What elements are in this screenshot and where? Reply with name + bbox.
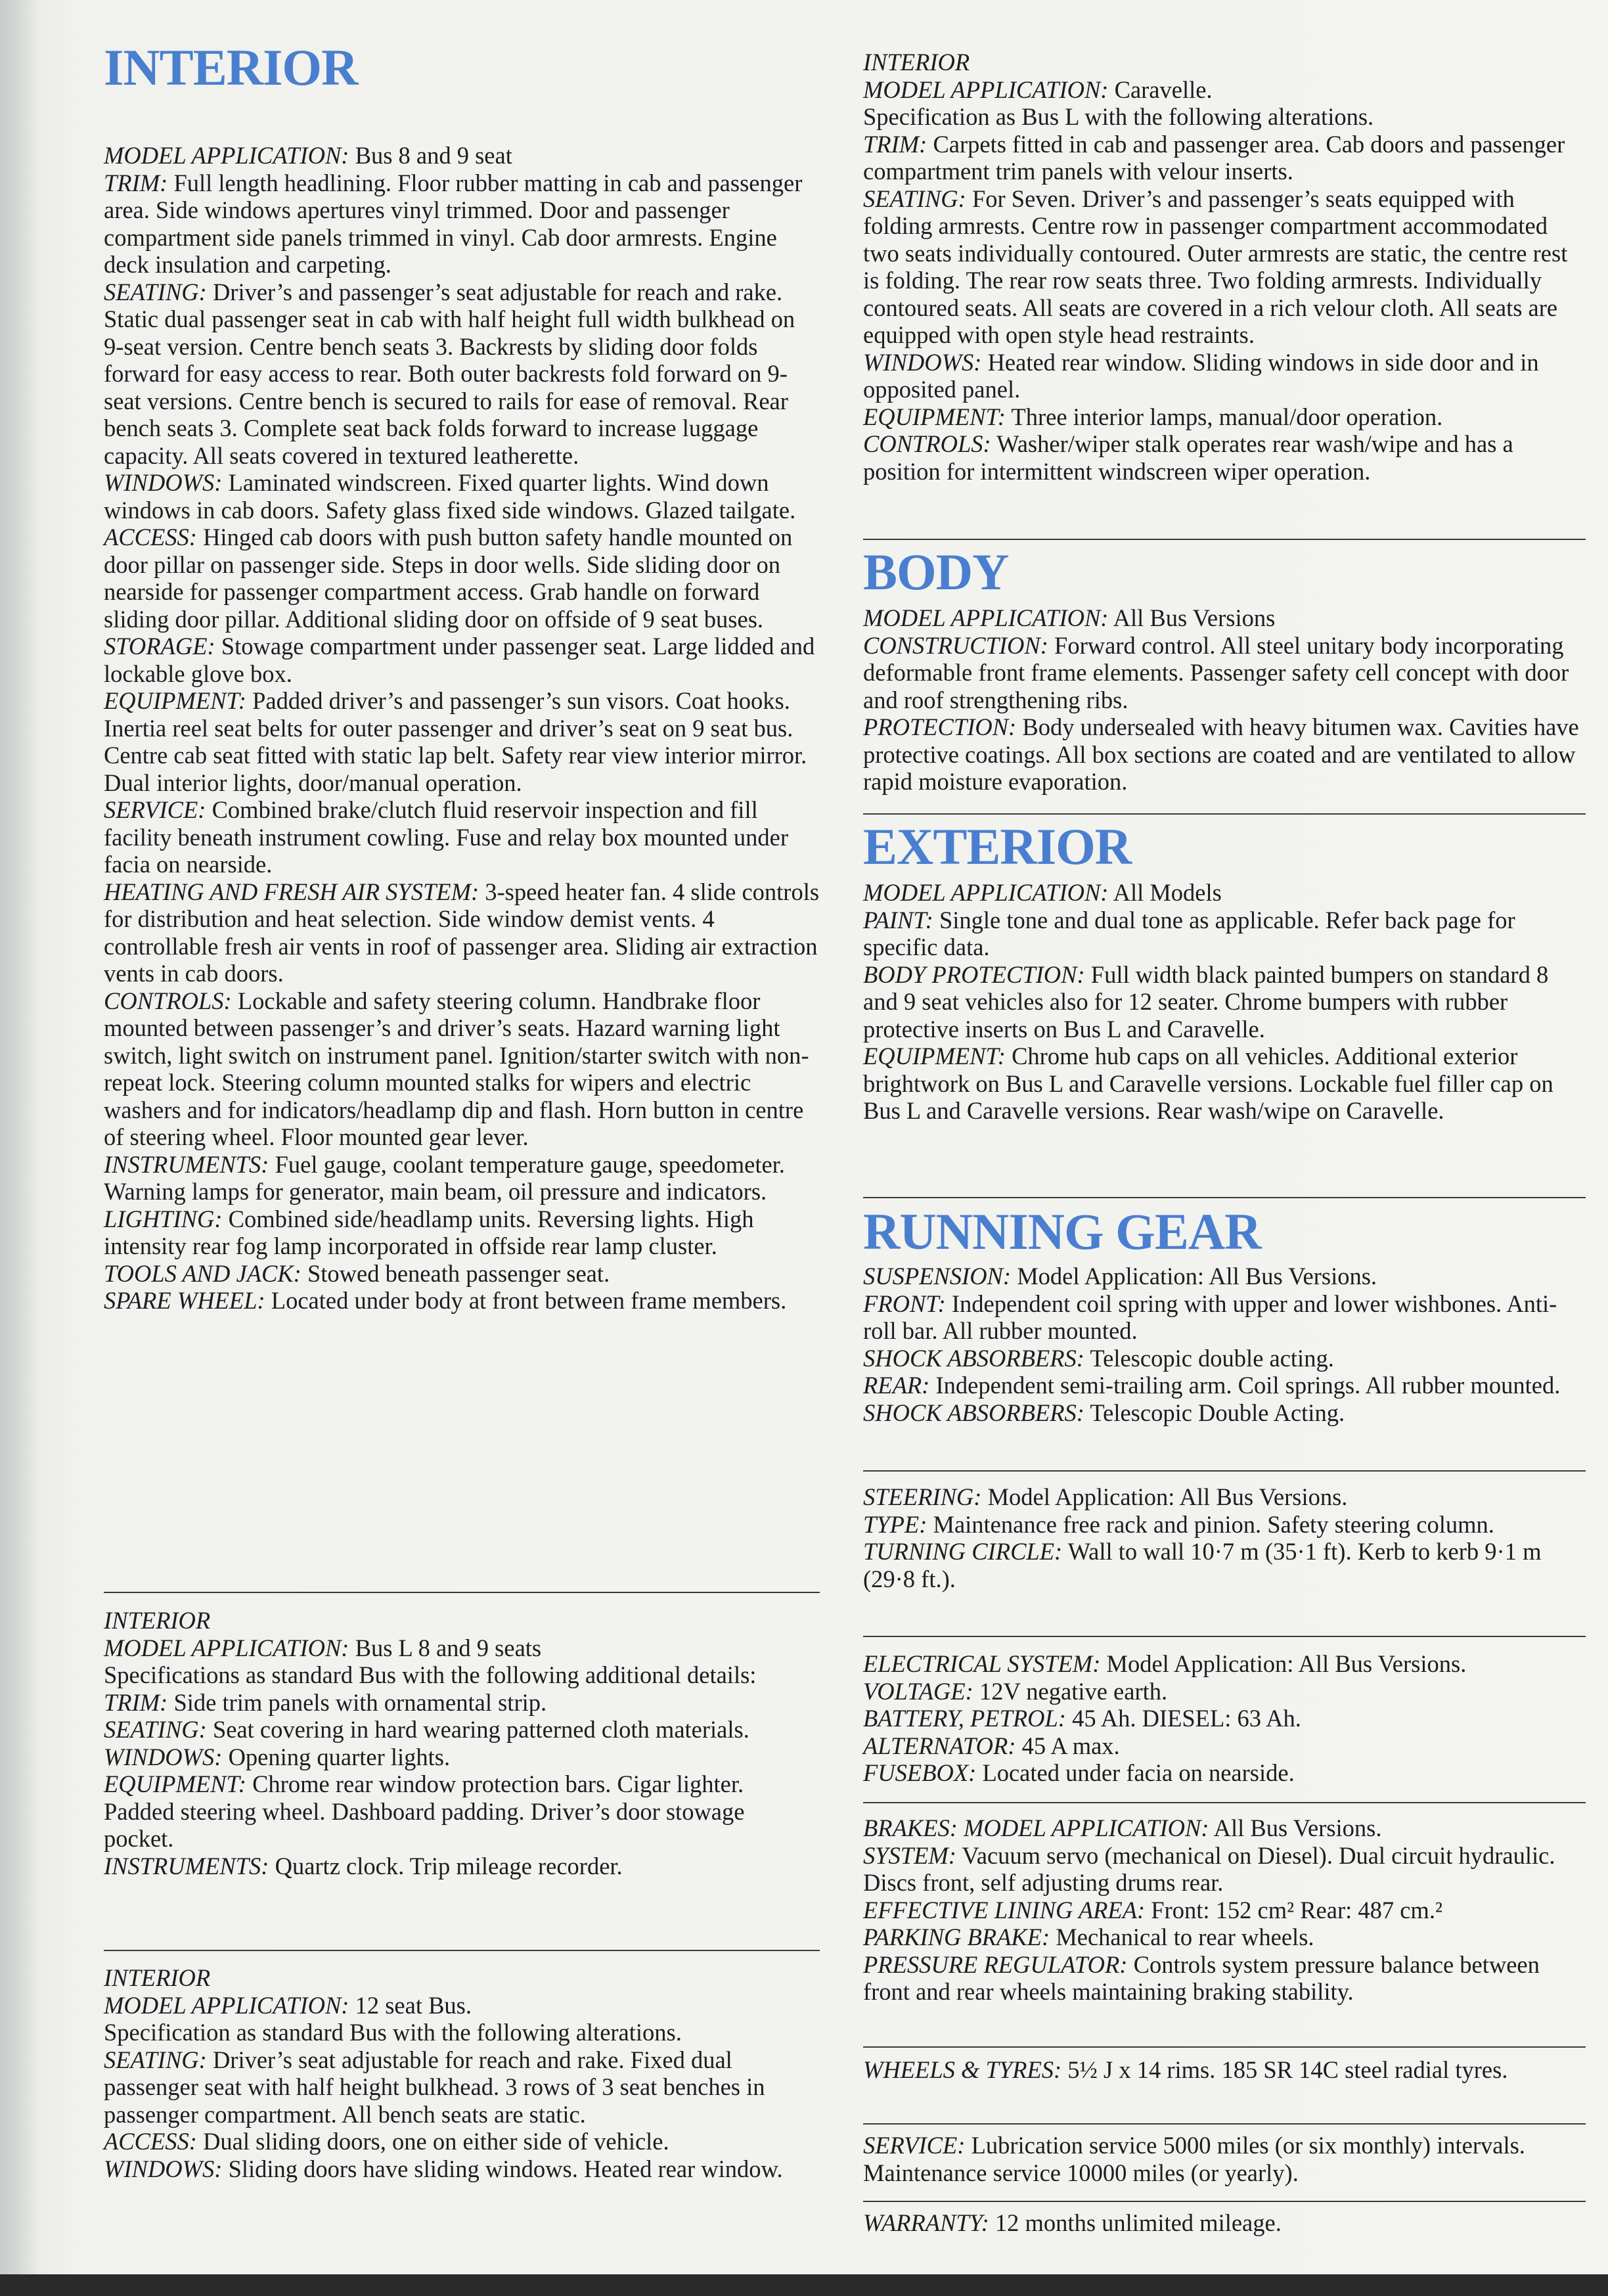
spec-entry xyxy=(863,1290,1586,1345)
spec-text: Front: 152 cm² Rear: 487 cm.² xyxy=(1145,1896,1442,1924)
spec-label: WARRANTY: xyxy=(863,2209,989,2236)
spec-text: Laminated windscreen. Fixed quarter lights. Wind down windows in cab doors. Safety glass fixed side windows. Glazed tailgate. xyxy=(104,469,796,524)
spec-text: Combined side/headlamp units. Reversing lights. High intensity rear fog lamp incorporated in offside rear lamp cluster. xyxy=(104,1205,754,1259)
spec-text: Washer/wiper stalk operates rear wash/wipe and has a position for intermittent windscreen wiper operation. xyxy=(863,430,1513,485)
spec-text: Controls system pressure balance between front and rear wheels maintaining braking stability. xyxy=(863,1950,1540,2005)
spec-label: LIGHTING: xyxy=(104,1205,223,1232)
spec-label: WHEELS & TYRES: xyxy=(863,2056,1062,2083)
spec-label: BRAKES: MODEL APPLICATION: xyxy=(863,1814,1209,1841)
spec-entry xyxy=(863,1759,1586,1787)
spec-entry xyxy=(863,1732,1586,1760)
spec-text: Independent coil spring with upper and lower wishbones. Anti-roll bar. All rubber mounted. xyxy=(863,1290,1557,1344)
spec-text: Bus 8 and 9 seat xyxy=(349,142,512,169)
spec-text: Chrome hub caps on all vehicles. Additional exterior brightwork on Bus L and Caravelle versions. Lockable fuel filler cap on Bus L and Caravelle versions. Rear wash/wipe on Caravelle. xyxy=(863,1043,1553,1124)
spec-text: Caravelle. xyxy=(1108,76,1213,103)
spec-entry xyxy=(863,961,1586,1043)
spec-label: TURNING CIRCLE: xyxy=(863,1538,1063,1565)
spec-entry xyxy=(863,1538,1586,1592)
divider xyxy=(863,813,1586,815)
divider xyxy=(863,1636,1586,1637)
spec-label: STEERING: xyxy=(863,1483,982,1510)
spec-entry xyxy=(104,878,820,987)
page-bottom-edge xyxy=(0,2274,1608,2296)
spec-text: 5½ J x 14 rims. 185 SR 14C steel radial tyres. xyxy=(1061,2056,1508,2083)
spec-label: MODEL APPLICATION: xyxy=(863,604,1109,631)
spec-entry xyxy=(104,1661,820,1689)
spec-entry xyxy=(863,1705,1586,1732)
spec-label: ACCESS: xyxy=(104,524,197,551)
spec-list xyxy=(863,76,1586,485)
spec-text: Maintenance free rack and pinion. Safety steering column. xyxy=(927,1510,1494,1538)
spec-entry xyxy=(863,403,1586,431)
spec-label: BATTERY, PETROL: xyxy=(863,1705,1066,1732)
spec-text: Single tone and dual tone as applicable. Refer back page for specific data. xyxy=(863,906,1515,960)
spec-block-brakes xyxy=(863,1814,1586,2006)
spec-label: SEATING: xyxy=(104,1716,207,1743)
spec-entry xyxy=(104,1716,820,1744)
section-title: INTERIOR xyxy=(104,1964,211,1991)
spec-label: EQUIPMENT: xyxy=(104,1770,246,1797)
spec-text: All Bus Versions xyxy=(1108,604,1276,631)
spec-label: SEATING: xyxy=(863,185,966,212)
spec-text: Combined brake/clutch fluid reservoir inspection and fill facility beneath instrument cowling. Fuse and relay box mounted under facia on nearside. xyxy=(104,796,789,878)
spec-text: Bus L 8 and 9 seats xyxy=(349,1634,542,1661)
spec-entry xyxy=(104,169,820,279)
divider xyxy=(104,1950,820,1951)
spec-label: SERVICE: xyxy=(104,796,206,823)
spec-block-warranty xyxy=(863,2209,1586,2237)
spec-label: ELECTRICAL SYSTEM: xyxy=(863,1650,1101,1677)
spec-text: Full length headlining. Floor rubber matting in cab and passenger area. Side windows apertures vinyl trimmed. Door and passenger compartment side panels trimmed in vinyl. Cab door armrests. Engine deck insulation and carpeting. xyxy=(104,169,803,278)
spec-entry xyxy=(104,633,820,687)
spec-label: SEATING: xyxy=(104,278,207,305)
spec-block-caravelle xyxy=(863,49,1586,485)
spec-entry xyxy=(863,632,1586,714)
spec-entry xyxy=(863,1043,1586,1125)
spec-entry xyxy=(863,1678,1586,1705)
spec-text: Stowage compartment under passenger seat. Large lidded and lockable glove box. xyxy=(104,633,815,687)
divider xyxy=(104,1592,820,1593)
spec-entry xyxy=(104,1287,820,1315)
spec-label: CONTROLS: xyxy=(863,430,991,457)
spec-entry xyxy=(863,2209,1586,2237)
spec-text: Body undersealed with heavy bitumen wax. Cavities have protective coatings. All box sections are coated and are ventilated to allow rapid moisture evaporation. xyxy=(863,713,1579,795)
spec-label: MODEL APPLICATION: xyxy=(863,879,1109,906)
spec-label: TRIM: xyxy=(863,130,927,158)
spec-entry xyxy=(104,987,820,1151)
spec-label: INSTRUMENTS: xyxy=(104,1150,269,1178)
spec-entry xyxy=(104,2155,820,2183)
section-title: INTERIOR xyxy=(104,1607,211,1634)
spec-entry xyxy=(863,2132,1586,2186)
running-gear-heading: RUNNING GEAR xyxy=(863,1203,1261,1260)
spec-entry xyxy=(104,1260,820,1288)
spec-text: Specifications as standard Bus with the following additional details: xyxy=(104,1661,757,1688)
spec-text: 3-speed heater fan. 4 slide controls for distribution and heat selection. Side window demist vents. 4 controllable fresh air vents in roof of passenger area. Sliding air extraction vents in cab doors. xyxy=(104,878,820,987)
spec-list xyxy=(104,1992,820,2183)
spec-text: Carpets fitted in cab and passenger area. Cab doors and passenger compartment trim panels with velour inserts. xyxy=(863,130,1565,185)
spec-entry xyxy=(104,1205,820,1260)
spec-label: ALTERNATOR: xyxy=(863,1732,1016,1759)
spec-entry xyxy=(863,713,1586,796)
spec-entry xyxy=(104,1634,820,1662)
spec-label: REAR: xyxy=(863,1372,930,1399)
section-title: INTERIOR xyxy=(863,49,970,76)
spec-entry xyxy=(863,76,1586,104)
spec-text: Fuel gauge, coolant temperature gauge, speedometer. Warning lamps for generator, main beam, oil pressure and indicators. xyxy=(104,1150,785,1205)
spec-entry xyxy=(863,2056,1586,2084)
spec-text: Telescopic Double Acting. xyxy=(1084,1399,1345,1426)
spec-entry xyxy=(104,142,820,169)
spec-entry xyxy=(863,1842,1586,1897)
spec-label: MODEL APPLICATION: xyxy=(104,142,349,169)
spec-text: 12 seat Bus. xyxy=(349,1991,472,2019)
spec-text: Chrome rear window protection bars. Cigar lighter. Padded steering wheel. Dashboard padding. Driver’s door stowage pocket. xyxy=(104,1770,745,1852)
spec-text: Wall to wall 10·7 m (35·1 ft). Kerb to kerb 9·1 m (29·8 ft.). xyxy=(863,1538,1542,1592)
spec-label: PROTECTION: xyxy=(863,713,1017,740)
spec-entry xyxy=(104,1992,820,2019)
spec-text: Telescopic double acting. xyxy=(1084,1344,1334,1372)
spec-text: Vacuum servo (mechanical on Diesel). Dual circuit hydraulic. Discs front, self adjusting drums rear. xyxy=(863,1841,1555,1896)
spec-entry xyxy=(863,349,1586,403)
spec-entry xyxy=(104,469,820,524)
divider xyxy=(863,2123,1586,2125)
spec-text: 45 A max. xyxy=(1016,1732,1120,1759)
divider xyxy=(863,1470,1586,1472)
spec-text: Quartz clock. Trip mileage recorder. xyxy=(269,1852,623,1880)
exterior-heading: EXTERIOR xyxy=(863,818,1132,875)
spec-block-exterior xyxy=(863,879,1586,1125)
spec-block-steering xyxy=(863,1483,1586,1592)
spec-entry xyxy=(863,604,1586,632)
spec-text: All Bus Versions. xyxy=(1209,1814,1382,1841)
spec-entry xyxy=(863,907,1586,961)
spec-text: 12V negative earth. xyxy=(973,1677,1168,1705)
spec-label: SERVICE: xyxy=(863,2132,966,2159)
spec-text: Full width black painted bumpers on standard 8 and 9 seat vehicles also for 12 seater. Chrome bumpers with rubber protective inserts on Bus L and Caravelle. xyxy=(863,960,1549,1043)
spec-entry xyxy=(863,1511,1586,1539)
spec-entry xyxy=(104,1853,820,1880)
spec-label: CONSTRUCTION: xyxy=(863,631,1048,659)
spec-entry xyxy=(863,131,1586,185)
spec-text: Lubrication service 5000 miles (or six monthly) intervals. Maintenance service 10000 miles (or yearly). xyxy=(863,2132,1525,2186)
divider xyxy=(863,2046,1586,2048)
spec-text: Heated rear window. Sliding windows in side door and in opposited panel. xyxy=(863,348,1539,403)
spec-entry xyxy=(863,1483,1586,1511)
spec-entry xyxy=(863,1814,1586,1842)
spec-entry xyxy=(863,1345,1586,1372)
spec-text: Three interior lamps, manual/door operation. xyxy=(1005,403,1443,430)
spec-label: TOOLS AND JACK: xyxy=(104,1259,302,1287)
spec-text: Mechanical to rear wheels. xyxy=(1050,1924,1314,1950)
spec-text: Hinged cab doors with push button safety handle mounted on door pillar on passenger side. Steps in door wells. Side sliding door on nearside for passenger compartment access. Grab handle on forward sliding door pillar. Additional sliding door on offside of 9 seat buses. xyxy=(104,524,793,633)
spec-text: Forward control. All steel unitary body incorporating deformable front frame elements. Passenger safety cell concept with door and roof strengthening ribs. xyxy=(863,631,1569,713)
spec-label: HEATING AND FRESH AIR SYSTEM: xyxy=(104,878,480,905)
spec-label: WINDOWS: xyxy=(104,469,223,496)
spec-label: WINDOWS: xyxy=(104,2155,223,2182)
spec-label: EQUIPMENT: xyxy=(104,687,246,714)
spec-label: FRONT: xyxy=(863,1290,946,1317)
spec-label: SHOCK ABSORBERS: xyxy=(863,1344,1084,1372)
spec-label: WINDOWS: xyxy=(104,1743,223,1770)
spec-list xyxy=(104,1634,820,1880)
body-heading: BODY xyxy=(863,543,1009,600)
spec-entry xyxy=(863,1372,1586,1399)
spec-label: SPARE WHEEL: xyxy=(104,1287,265,1314)
spec-label: FUSEBOX: xyxy=(863,1759,977,1786)
spec-entry xyxy=(104,687,820,796)
spec-entry xyxy=(104,279,820,470)
spec-label: PARKING BRAKE: xyxy=(863,1924,1050,1950)
spec-entry xyxy=(104,2046,820,2128)
spec-text: All Models xyxy=(1108,879,1222,906)
spec-label: PAINT: xyxy=(863,906,933,934)
spec-entry xyxy=(863,1924,1586,1951)
spec-text: Model Application: All Bus Versions. xyxy=(981,1483,1348,1510)
spec-label: BODY PROTECTION: xyxy=(863,960,1085,988)
spec-text: Lockable and safety steering column. Handbrake floor mounted between passenger’s and driver’s seats. Hazard warning light switch, light switch on instrument panel. Ignition/starter switch with non-repeat lock. Steering column mounted stalks for wipers and electric washers and for indicators/headlamp dip and flash. Horn button in centre of steering wheel. Floor mounted gear lever. xyxy=(104,987,809,1150)
spec-entry xyxy=(104,2128,820,2155)
spec-text: Padded driver’s and passenger’s sun visors. Coat hooks. Inertia reel seat belts for outer passenger and driver’s seat on 9 seat bus. Centre cab seat fitted with static lap belt. Safety rear view interior mirror. Dual interior lights, door/manual operation. xyxy=(104,687,807,796)
spec-block-service xyxy=(863,2132,1586,2186)
spec-label: MODEL APPLICATION: xyxy=(104,1991,349,2019)
spec-text: Seat covering in hard wearing patterned cloth materials. xyxy=(206,1716,749,1743)
spec-text: Specification as standard Bus with the following alterations. xyxy=(104,2019,682,2046)
spec-label: VOLTAGE: xyxy=(863,1677,973,1705)
spec-text: Independent semi-trailing arm. Coil springs. All rubber mounted. xyxy=(929,1372,1561,1399)
spec-text: 12 months unlimited mileage. xyxy=(989,2209,1282,2236)
spec-label: MODEL APPLICATION: xyxy=(104,1634,349,1661)
spec-text: Located under body at front between frame members. xyxy=(265,1287,787,1314)
spec-label: MODEL APPLICATION: xyxy=(863,76,1109,103)
spec-text: Model Application: All Bus Versions. xyxy=(1011,1263,1377,1290)
divider xyxy=(863,1197,1586,1198)
spec-text: Located under facia on nearside. xyxy=(976,1759,1295,1786)
spec-block-body xyxy=(863,604,1586,796)
spec-entry xyxy=(104,1689,820,1717)
spec-entry xyxy=(104,1770,820,1853)
spec-entry xyxy=(863,430,1586,485)
spec-text: Model Application: All Bus Versions. xyxy=(1100,1650,1467,1677)
divider xyxy=(863,2201,1586,2202)
spec-entry xyxy=(863,879,1586,907)
spec-block-bus xyxy=(104,142,820,1315)
spec-label: EQUIPMENT: xyxy=(863,403,1006,430)
spec-label: TYPE: xyxy=(863,1510,927,1538)
spec-label: SUSPENSION: xyxy=(863,1263,1012,1290)
spec-text: Opening quarter lights. xyxy=(222,1743,451,1770)
spec-text: 45 Ah. DIESEL: 63 Ah. xyxy=(1065,1705,1301,1732)
spec-block-bus-l xyxy=(104,1607,820,1880)
spec-text: For Seven. Driver’s and passenger’s seats equipped with folding armrests. Centre row in passenger compartment accommodated two seats individually contoured. Outer armrests are static, the centre rest is folding. The rear row seats three. Two folding armrests. Individually contoured seats. All seats are covered in a rich velour cloth. All seats are equipped with open style head restraints. xyxy=(863,185,1568,348)
spec-label: ACCESS: xyxy=(104,2128,197,2155)
spec-text: Side trim panels with ornamental strip. xyxy=(168,1688,547,1716)
spec-entry xyxy=(863,1399,1586,1427)
spec-label: CONTROLS: xyxy=(104,987,232,1014)
spec-label: PRESSURE REGULATOR: xyxy=(863,1950,1128,1978)
spec-entry xyxy=(104,796,820,878)
spec-block-12-seat xyxy=(104,1964,820,2182)
spec-label: TRIM: xyxy=(104,169,168,196)
spec-entry xyxy=(863,1650,1586,1678)
spec-entry xyxy=(863,103,1586,131)
spec-entry xyxy=(104,1151,820,1205)
spec-label: EFFECTIVE LINING AREA: xyxy=(863,1896,1146,1924)
spec-block-electrical xyxy=(863,1650,1586,1787)
spec-text: Driver’s seat adjustable for reach and rake. Fixed dual passenger seat with half height bulkhead. 3 rows of 3 seat benches in passenger compartment. All bench seats are static. xyxy=(104,2046,765,2128)
spec-label: INSTRUMENTS: xyxy=(104,1852,269,1880)
spec-label: SHOCK ABSORBERS: xyxy=(863,1399,1084,1426)
spec-entry xyxy=(104,1744,820,1771)
spec-entry xyxy=(863,1263,1586,1290)
spec-block-suspension xyxy=(863,1263,1586,1426)
spec-text: Driver’s and passenger’s seat adjustable for reach and rake. Static dual passenger seat in cab with half height full width bulkhead on 9-seat version. Centre bench seats 3. Backrests by sliding door folds forward for easy access to rear. Both outer backrests fold forward on 9-seat versions. Centre bench is secured to rails for ease of removal. Rear bench seats 3. Complete seat back folds forward to increase luggage capacity. All seats covered in textured leatherette. xyxy=(104,278,795,469)
spec-entry xyxy=(104,2019,820,2046)
spec-label: TRIM: xyxy=(104,1688,168,1716)
binding-gutter xyxy=(0,0,39,2296)
spec-label: SEATING: xyxy=(104,2046,207,2073)
spec-entry xyxy=(863,1897,1586,1924)
divider xyxy=(863,1802,1586,1803)
spec-label: WINDOWS: xyxy=(863,348,982,376)
spec-block-wheels xyxy=(863,2056,1586,2084)
spec-text: Stowed beneath passenger seat. xyxy=(301,1259,610,1287)
spec-label: SYSTEM: xyxy=(863,1841,956,1869)
spec-entry xyxy=(104,524,820,633)
interior-heading: INTERIOR xyxy=(104,39,358,96)
spec-text: Dual sliding doors, one on either side of vehicle. xyxy=(196,2128,669,2155)
spec-label: STORAGE: xyxy=(104,633,215,660)
spec-text: Sliding doors have sliding windows. Heated rear window. xyxy=(222,2155,783,2182)
spec-entry xyxy=(863,1951,1586,2006)
spec-entry xyxy=(863,185,1586,349)
spec-text: Specification as Bus L with the following alterations. xyxy=(863,103,1374,130)
spec-label: EQUIPMENT: xyxy=(863,1043,1006,1069)
divider xyxy=(863,539,1586,540)
